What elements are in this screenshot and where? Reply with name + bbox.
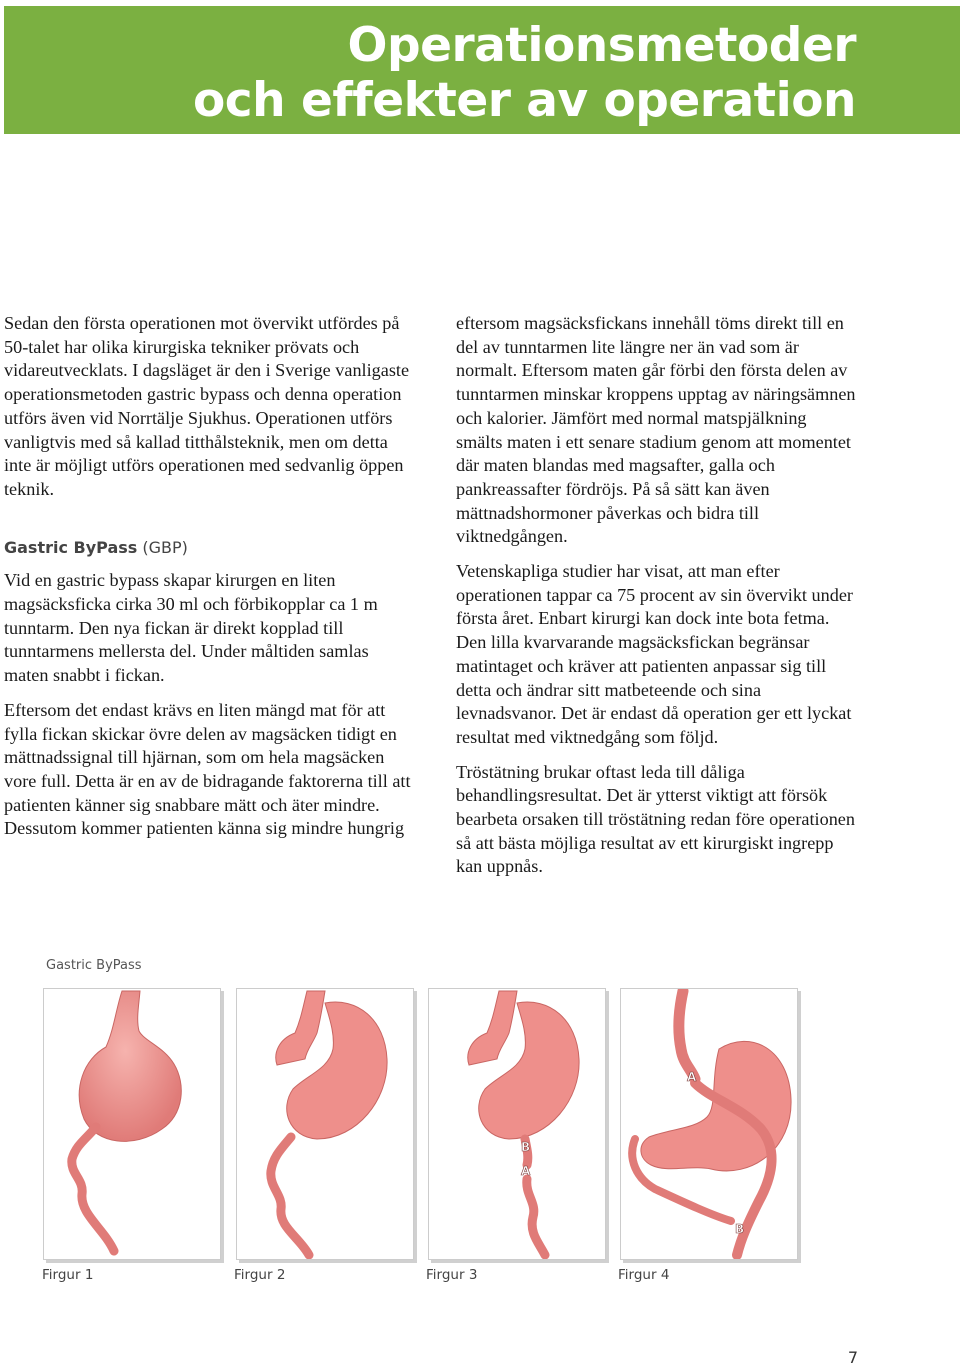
title-line-1: Operationsmetoder bbox=[347, 18, 856, 73]
title-banner bbox=[4, 6, 960, 134]
subheading-bold: Gastric ByPass bbox=[4, 537, 138, 557]
marker-b: B bbox=[521, 1140, 531, 1154]
marker-b: B bbox=[735, 1222, 745, 1236]
figure-1-label: Firgur 1 bbox=[42, 1267, 94, 1283]
figure-4-image bbox=[620, 988, 798, 1260]
marker-a: A bbox=[521, 1164, 531, 1178]
figure-2-image bbox=[236, 988, 414, 1260]
figure-1-image bbox=[43, 988, 221, 1260]
figure-4-label: Firgur 4 bbox=[618, 1267, 670, 1283]
body-paragraph: eftersom magsäcksfickans innehåll töms direkt till en del av tunntarmen lite längre ner än vad som är normalt. Eftersom maten går förbi den första delen av tunntarmen minskar kroppens upptag av näringsämnen och kalorier. Jämfört med normal matspjälkning smälts maten i ett senare stadium genom att momentet där maten blandas med magsafter, galla och pankreassafter fördröjs. På så sätt kan även mättnadshormoner påverkas och bidra till viktnedgången. bbox=[456, 313, 856, 547]
figure-3-label: Firgur 3 bbox=[426, 1267, 478, 1283]
page-title bbox=[193, 18, 856, 128]
left-column bbox=[4, 312, 414, 852]
title-line-2: och effekter av operation bbox=[192, 73, 856, 128]
body-paragraph: Eftersom det endast krävs en liten mängd mat för att fylla fickan skickar övre delen av magsäcken tidigt en mättnadssignal till hjärnan, som om hela magsäcken vore full. Detta är en av de bidragande faktorerna till att patienten känner sig snabbare mätt och äter mindre. Dessutom kommer patienten känna sig mindre hungrig bbox=[4, 699, 411, 839]
subheading-abbrev: (GBP) bbox=[137, 537, 188, 557]
intro-paragraph: Sedan den första operationen mot övervikt utfördes på 50-talet har olika kirurgiska tekniker prövats och vidareutvecklats. I dagsläget är den i Sverige vanligaste operationsmetoden gastric bypass och denna operation utförs även vid Norrtälje Sjukhus. Operationen utförs vanligtvis med så kallad titthålsteknik, men om detta inte är möjligt utförs operationen med sedvanlig öppen teknik. bbox=[4, 313, 410, 499]
figure-3-image bbox=[428, 988, 606, 1260]
figure-2-label: Firgur 2 bbox=[234, 1267, 286, 1283]
figure-caption: Gastric ByPass bbox=[46, 958, 142, 973]
body-paragraph: Tröstätning brukar oftast leda till dåliga behandlingsresultat. Det är ytterst viktigt att försök bearbeta orsaken till tröstätning redan före operationen så att bästa möjliga resultat av ett kirurgiskt ingrepp kan uppnås. bbox=[456, 761, 855, 877]
body-paragraph: Vetenskapliga studier har visat, att man efter operationen tappar ca 75 procent av sin övervikt under första året. Enbart kirurgi kan dock inte bota fetma. Den lilla kvarvarande magsäcksfickan begränsar matintaget och kräver att patienten anpassar sig till detta och ändrar sitt matbeteende och sina levnadsvanor. Det är endast då operation ger ett lyckat resultat med viktnedgång som följd. bbox=[456, 561, 853, 747]
section-subheading bbox=[4, 536, 414, 560]
body-paragraph: Vid en gastric bypass skapar kirurgen en liten magsäcksficka cirka 30 ml och förbikopplar ca 1 m tunntarm. Den nya fickan är direkt kopplad till tunntarmens mellersta del. Under måltiden samlas maten snabbt i fickan. bbox=[4, 570, 378, 686]
page-number: 7 bbox=[847, 1348, 858, 1367]
right-column bbox=[456, 312, 856, 890]
marker-a: A bbox=[687, 1070, 697, 1084]
